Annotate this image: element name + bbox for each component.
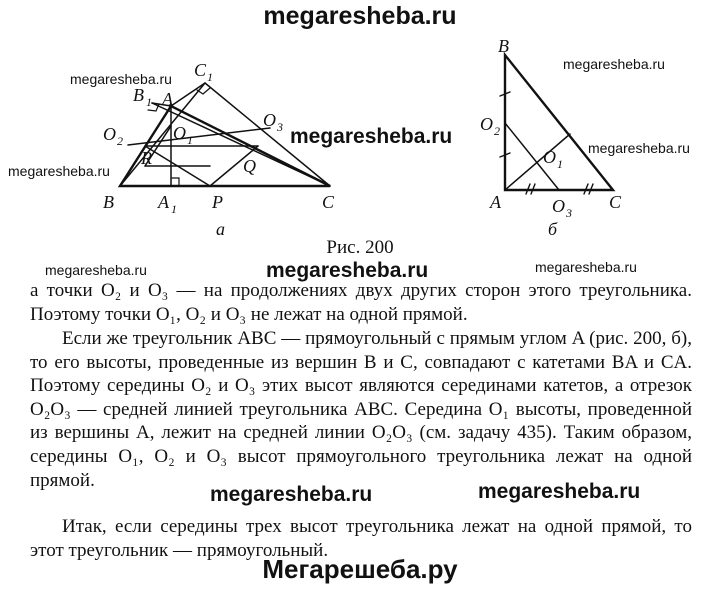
label-a-P: P — [212, 192, 223, 212]
paragraph-1: а точки O₂ и O₃ — на продолжениях двух других сторон этого треугольника. Поэтому точки O₁, O₂ и O₃ не лежат на одной прямой. — [30, 280, 692, 325]
watermark-lower-right: megaresheba.ru — [478, 480, 641, 503]
label-a-B: B — [103, 192, 114, 212]
watermark-fig-center: megaresheba.ru — [290, 125, 453, 148]
label-b-B: B — [498, 36, 509, 56]
watermark-fig-a-top: megaresheba.ru — [70, 71, 172, 87]
label-b-O3-sub: 3 — [566, 206, 572, 220]
watermark-fig-a-left: megaresheba.ru — [8, 163, 110, 179]
panel-a-label: а — [216, 219, 225, 239]
label-a-Q: Q — [243, 156, 256, 176]
segment-o2-o3 — [128, 128, 270, 145]
watermark-text-right: megaresheba.ru — [535, 259, 637, 275]
label-a-O2-sub: 2 — [117, 134, 123, 148]
label-b-O1: O — [543, 147, 556, 167]
label-a-A1: A — [158, 192, 169, 212]
label-b-O1-sub: 1 — [557, 157, 563, 171]
label-a-C: C — [322, 192, 335, 212]
watermark-fig-b-top: megaresheba.ru — [563, 56, 665, 72]
watermark-text-center: megaresheba.ru — [266, 259, 429, 282]
watermark-top: megaresheba.ru — [263, 2, 457, 30]
label-a-O2: O — [103, 124, 116, 144]
label-b-O2: O — [480, 114, 493, 134]
label-a-B1-sub: 1 — [146, 95, 152, 109]
label-a-O1-sub: 1 — [187, 133, 193, 147]
watermark-fig-b-right: megaresheba.ru — [588, 140, 690, 156]
label-a-O1: O — [173, 123, 186, 143]
label-b-O3: O — [552, 196, 565, 216]
label-a-B1: B — [133, 85, 144, 105]
label-a-C1-sub: 1 — [207, 70, 213, 84]
label-a-R: R — [141, 148, 152, 168]
watermark-lower-center: megaresheba.ru — [210, 483, 373, 506]
label-b-O2-sub: 2 — [494, 124, 500, 138]
label-b-C: C — [609, 192, 622, 212]
right-angle-c1 — [197, 88, 210, 94]
panel-b-label: б — [548, 219, 558, 239]
label-a-C1: C — [194, 60, 207, 80]
paragraph-3: Итак, если середины трех высот треугольника лежат на одной прямой, то этот треугольник — прямоугольный. — [30, 516, 692, 561]
paragraph-2: Если же треугольник ABC — прямоугольный с прямым углом A (рис. 200, б), то его высоты, проведенные из вершин B и C, совпадают с катетами BA и CA. Поэтому середины O₂ и O₃ этих высот являются серединами катетов, а отрезок O₂O₃ — средней линией треугольника ABC. Середина O₁ высоты, проведенной из вершины A, лежит на средней линии O₂O₃ (см. задачу 435). Таким образом, середины O₁, O₂ и O₃ высот прямоугольного треугольника лежат на одной прямой. — [30, 328, 692, 491]
figure-caption: Рис. 200 — [326, 237, 394, 258]
label-a-A: A — [162, 89, 173, 109]
label-b-A: A — [490, 192, 501, 212]
label-a-A1-sub: 1 — [171, 202, 177, 216]
watermark-bottom: Мегарешеба.ру — [262, 554, 458, 584]
label-a-O3: O — [263, 110, 276, 130]
watermark-text-left: megaresheba.ru — [45, 262, 147, 278]
label-a-O3-sub: 3 — [277, 120, 283, 134]
